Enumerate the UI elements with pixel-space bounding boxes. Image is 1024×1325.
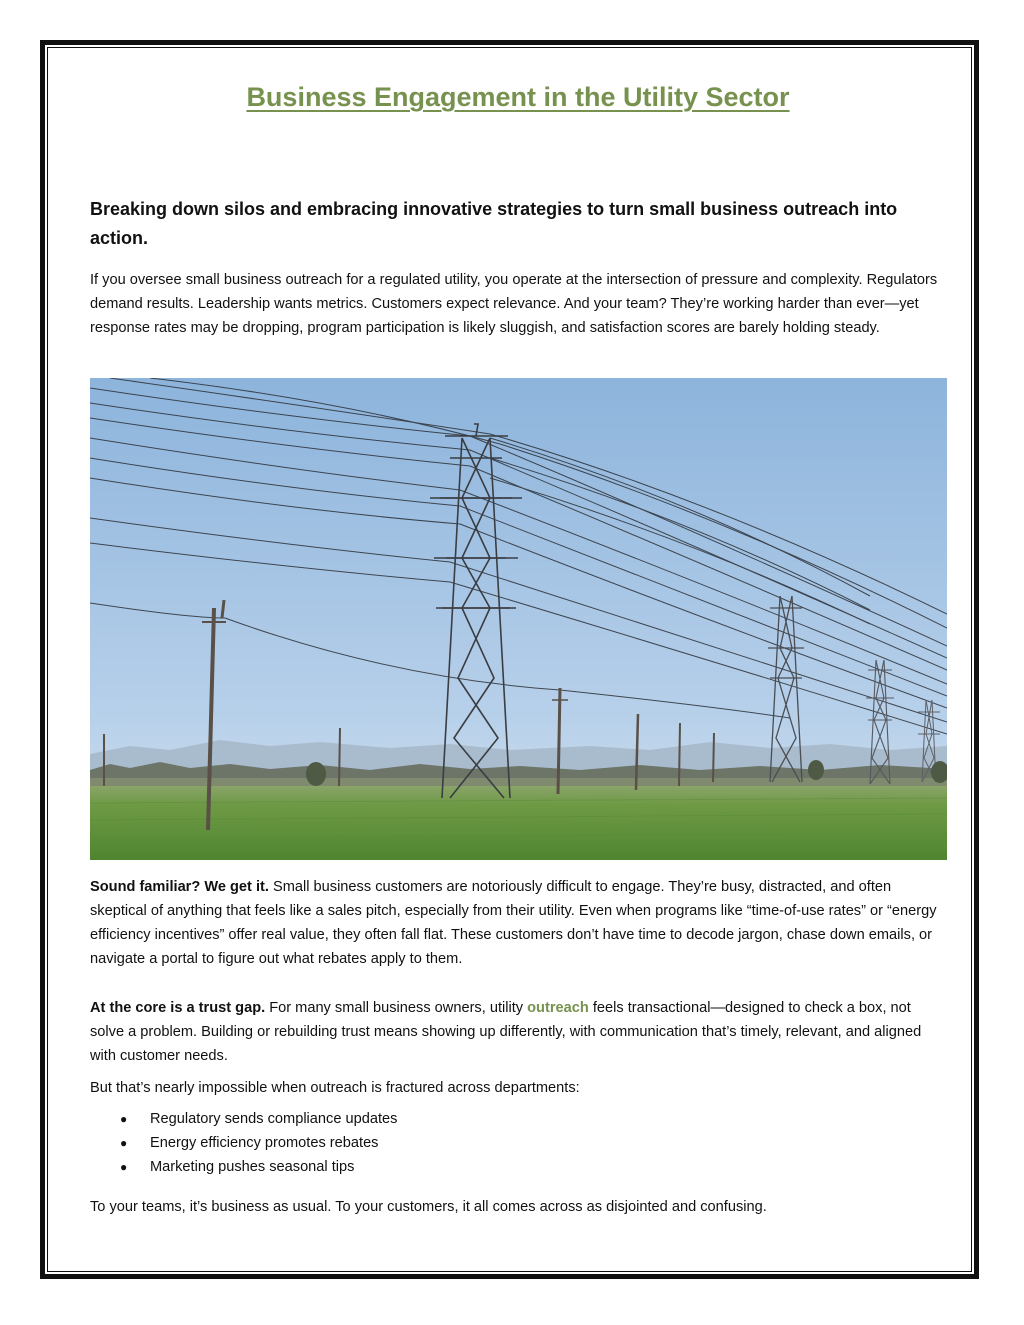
department-list bbox=[90, 1107, 946, 1179]
intro-paragraph: If you oversee small business outreach for a regulated utility, you operate at the intersection of pressure and complexity. Regulators demand results. Leadership wants metrics. Customers expect relevance. And your team? They’re working harder than ever—yet response rates may be dropping, program participation is likely sluggish, and satisfaction scores are barely holding steady. bbox=[90, 272, 938, 336]
trust-gap-text-after: feels transactional—designed to check a box, not solve a problem. Building or rebuilding trust means showing up differently, with communication that’s timely, relevant, and aligned with customer needs. bbox=[90, 1000, 922, 1064]
power-lines-field-photo bbox=[90, 378, 947, 860]
trust-gap-lead: At the core is a trust gap. bbox=[90, 1000, 266, 1016]
power-lines-photo bbox=[90, 378, 947, 860]
sound-familiar-text: Small business customers are notoriously difficult to engage. They’re busy, distracted, and often skeptical of anything that feels like a sales pitch, especially from their utility. Even when programs like “time-of-use rates” or “energy efficiency incentives” offer real value, they often fall flat. These customers don’t have time to decode jargon, chase down emails, or navigate a portal to figure out what rebates apply to them. bbox=[90, 879, 937, 967]
closing-paragraph: To your teams, it’s business as usual. To your customers, it all comes across as disjointed and confusing. bbox=[90, 1199, 767, 1215]
subtitle: Breaking down silos and embracing innovative strategies to turn small business outreach into action. bbox=[90, 199, 898, 248]
list-item bbox=[90, 1155, 946, 1179]
bullet-icon: ● bbox=[120, 1112, 128, 1126]
list-item bbox=[90, 1107, 946, 1131]
page-title-text: Business Engagement in the Utility Sector bbox=[246, 82, 790, 112]
list-item-text: Regulatory sends compliance updates bbox=[150, 1111, 398, 1127]
sound-familiar-paragraph bbox=[90, 875, 946, 971]
trust-gap-text-before: For many small business owners, utility bbox=[265, 1000, 528, 1016]
bullet-icon: ● bbox=[120, 1160, 128, 1174]
list-item-text: Marketing pushes seasonal tips bbox=[150, 1159, 355, 1175]
list-item bbox=[90, 1131, 946, 1155]
trust-gap-paragraph bbox=[90, 996, 946, 1068]
page-title bbox=[90, 82, 946, 113]
list-item-text: Energy efficiency promotes rebates bbox=[150, 1135, 379, 1151]
outreach-link[interactable]: outreach bbox=[527, 1000, 589, 1016]
sound-familiar-lead: Sound familiar? We get it. bbox=[90, 879, 269, 895]
bullet-icon: ● bbox=[120, 1136, 128, 1150]
fractured-intro: But that’s nearly impossible when outreach is fractured across departments: bbox=[90, 1080, 580, 1096]
grass-field bbox=[90, 786, 947, 860]
